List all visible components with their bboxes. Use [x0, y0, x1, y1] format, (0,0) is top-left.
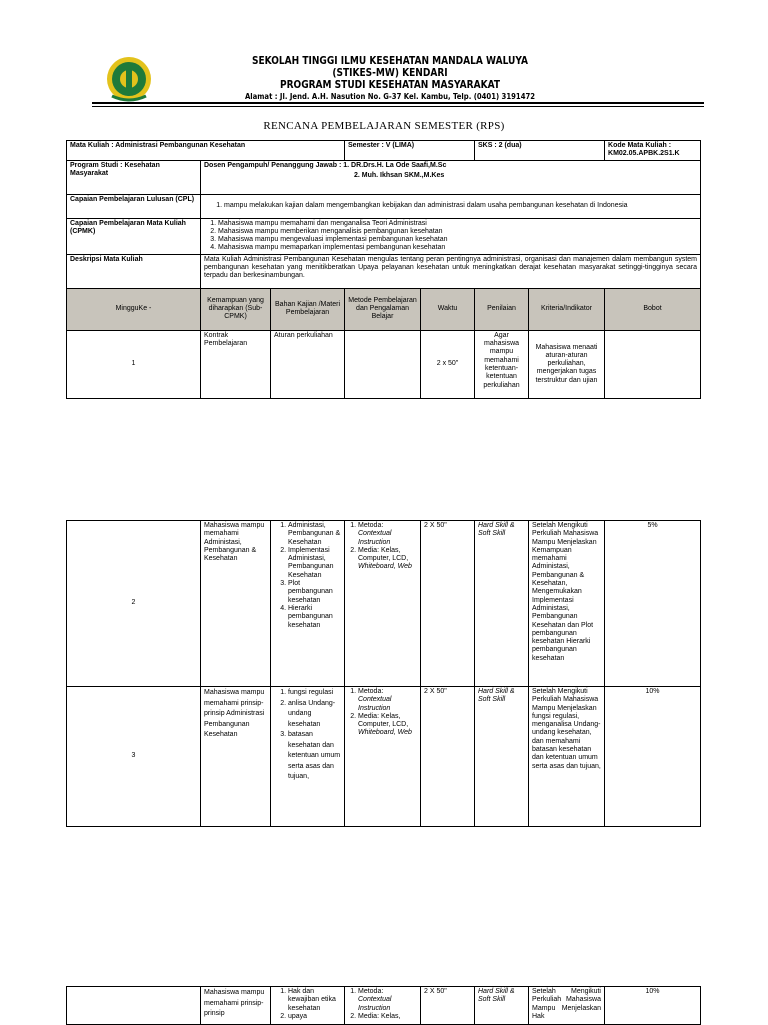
course-name: Mata Kuliah : Administrasi Pembangunan Kesehatan — [67, 141, 345, 161]
method-item — [358, 988, 417, 1013]
col-assessment: Penilaian — [475, 288, 529, 330]
time: 2 X 50" — [421, 521, 475, 687]
cpl-label: Capaian Pembelajaran Lulusan (CPL) — [67, 194, 201, 218]
method-name: Contextual Instruction — [358, 530, 392, 546]
method — [345, 987, 421, 1025]
course-code: Kode Mata Kuliah : KM02.05.APBK.2S1.K — [605, 141, 701, 161]
method-label: Metoda: — [358, 688, 384, 695]
material-item: 3. batasan kesehatan dan ketentuan umum serta asas dan tujuan, — [288, 730, 341, 783]
media-name: Whiteboard, Web — [358, 563, 412, 571]
assessment: Agar mahasiswa mampu memahami ketentuan-ketentuan perkuliahan — [475, 330, 529, 398]
col-method: Metode Pembelajaran dan Pengalaman Belajar — [345, 288, 421, 330]
material-item: 1. Hak dan kewajiban etika kesehatan — [288, 988, 341, 1013]
header-rule — [92, 102, 704, 104]
weight: 10% — [605, 987, 701, 1025]
institution-address: Alamat : Jl. Jend. A.H. Nasution No. G-37 Kel. Kambu, Telp. (0401) 3191472 — [244, 92, 536, 101]
col-material: Bahan Kajian /Materi Pembelajaran — [271, 288, 345, 330]
material-item: 2. anlisa Undang-undang kesehatan — [288, 699, 341, 731]
col-week: MingguKe - — [67, 288, 201, 330]
weight — [605, 330, 701, 398]
method-item — [358, 547, 417, 572]
material-item: 1. Administasi, Pembangunan & Kesehatan — [288, 522, 341, 547]
time: 2 X 50" — [421, 687, 475, 827]
col-weight: Bobot — [605, 288, 701, 330]
material — [271, 687, 345, 827]
table-row — [67, 521, 701, 687]
header-rule-thin — [92, 106, 704, 107]
document-title: RENCANA PEMBELAJARAN SEMESTER (RPS) — [263, 120, 505, 132]
institution-abbrev: (STIKES-MW) KENDARI — [332, 67, 448, 79]
assessment: Hard Skill & Soft Skill — [475, 987, 529, 1025]
material — [271, 987, 345, 1025]
media-label: Media: Kelas, Computer, LCD, — [358, 546, 409, 563]
material: Aturan perkuliahan — [271, 330, 345, 398]
letterhead — [0, 0, 768, 110]
institution-name: SEKOLAH TINGGI ILMU KESEHATAN MANDALA WALUYA — [251, 55, 529, 67]
institution-logo — [104, 56, 154, 102]
semester: Semester : V (LIMA) — [345, 141, 475, 161]
week-number — [67, 987, 201, 1025]
cpmk-item: 1. Mahasiswa mampu memahami dan menganalisa Teori Administrasi — [218, 220, 697, 228]
rps-table-page2 — [66, 520, 701, 827]
assessment: Hard Skill & Soft Skill — [475, 687, 529, 827]
lecturer-label: Dosen Pengampuh/ Penanggung Jawab : — [204, 161, 342, 169]
weight: 5% — [605, 521, 701, 687]
table-row — [67, 987, 701, 1025]
method-item: 2. Media: Kelas, — [358, 1013, 417, 1021]
cpmk-content — [201, 218, 701, 254]
cpmk-item: 2. Mahasiswa mampu memberikan menganalisis pembangunan kesehatan — [218, 228, 697, 236]
cpmk-label: Capaian Pembelajaran Mata Kuliah (CPMK) — [67, 218, 201, 254]
lecturers — [201, 160, 701, 194]
method-item — [358, 688, 417, 713]
method — [345, 330, 421, 398]
material — [271, 521, 345, 687]
course-description: Mata Kuliah Administrasi Pembangunan Kesehatan mengulas tentang peran pentingnya administrasi, organisasi dan manajemen dalam membangun system pembangunan kesehatan yang menitikberatkan Upaya pelayanan kesehatan untuk meningkatkan derajat kesehatan masyarakat setinggi-tingginya secara terpadu dan berkesinambungan. — [201, 254, 701, 288]
method — [345, 687, 421, 827]
lecturer-2: 2. Muh. Ikhsan SKM.,M.Kes — [354, 171, 445, 179]
method-item — [358, 713, 417, 738]
method-name: Contextual Instruction — [358, 996, 392, 1012]
material-item: 2. Implementasi Administasi, Pembangunan Kesehatan — [288, 547, 341, 580]
col-time: Waktu — [421, 288, 475, 330]
criteria: Setelah Mengikuti Perkuliah Mahasiswa Mampu Menjelaskan Hak — [529, 987, 605, 1025]
col-sub-cpmk: Kemampuan yang diharapkan (Sub-CPMK) — [201, 288, 271, 330]
week-number: 1 — [67, 330, 201, 398]
method-item — [358, 522, 417, 547]
method-label: Metoda: — [358, 988, 384, 995]
sub-cpmk: Mahasiswa mampu memahami prinsip-prinsip — [201, 987, 271, 1025]
method-label: Metoda: — [358, 522, 384, 529]
criteria: Mahasiswa menaati aturan-aturan perkuliahan, mengerjakan tugas terstruktur dan ujian — [529, 330, 605, 398]
week-number: 2 — [67, 521, 201, 687]
credits: SKS : 2 (dua) — [475, 141, 605, 161]
assessment: Hard Skill & Soft Skill — [475, 521, 529, 687]
study-program: Program Studi : Kesehatan Masyarakat — [67, 160, 201, 194]
cpmk-item: 3. Mahasiswa mampu mengevaluasi implementasi pembangunan kesehatan — [218, 236, 697, 244]
method — [345, 521, 421, 687]
cpl-item: 1. mampu melakukan kajian dalam mengembangkan kebijakan dan administrasi dalam usaha pembangunan kesehatan di Indonesia — [224, 202, 697, 210]
cpl-content — [201, 194, 701, 218]
method-name: Contextual Instruction — [358, 696, 392, 712]
media-label: Media: Kelas, Computer, LCD, — [358, 712, 409, 729]
week-number: 3 — [67, 687, 201, 827]
weight: 10% — [605, 687, 701, 827]
material-item: 2. upaya — [288, 1013, 341, 1021]
time: 2 X 50" — [421, 987, 475, 1025]
rps-table-page3 — [66, 986, 701, 1025]
sub-cpmk: Mahasiswa mampu memahami prinsip-prinsip Administrasi Pembangunan Kesehatan — [201, 687, 271, 827]
criteria: Setelah Mengikuti Perkuliah Mahasiswa Mampu Menjelaskan Kemampuan memahami Administasi, Pembangunan & Kesehatan, Mengemukakan Implementasi Administasi, Pembangunan Kesehatan dan Plot pembangunan kesehatan Hierarki pembangunan kesehatan — [529, 521, 605, 687]
cpmk-item: 4. Mahasiswa mampu memaparkan implementasi pembangunan kesehatan — [218, 244, 697, 252]
sub-cpmk: Kontrak Pembelajaran — [201, 330, 271, 398]
lecturer-1: 1. DR.Drs.H. La Ode Saafi,M.Sc — [343, 161, 447, 169]
material-item: 3. Plot pembangunan kesehatan — [288, 580, 341, 605]
program-name: PROGRAM STUDI KESEHATAN MASYARAKAT — [279, 79, 501, 91]
table-row — [67, 687, 701, 827]
time: 2 x 50" — [421, 330, 475, 398]
description-label: Deskripsi Mata Kuliah — [67, 254, 201, 288]
table-row — [67, 330, 701, 398]
media-name: Whiteboard, Web — [358, 729, 412, 737]
criteria: Setelah Mengikuti Perkuliah Mahasiswa Mampu Menjelaskan fungsi regulasi, menganalisa Undang-undang kesehatan, dan memahami batasan kesehatan dan ketentuan umum serta asas dan tujuan, — [529, 687, 605, 827]
rps-table-header — [66, 140, 701, 399]
material-item: 4. Hierarki pembangunan kesehatan — [288, 605, 341, 630]
sub-cpmk: Mahasiswa mampu memahami Administasi, Pembangunan & Kesehatan — [201, 521, 271, 687]
col-criteria: Kriteria/Indikator — [529, 288, 605, 330]
material-item: 1. fungsi regulasi — [288, 688, 341, 699]
